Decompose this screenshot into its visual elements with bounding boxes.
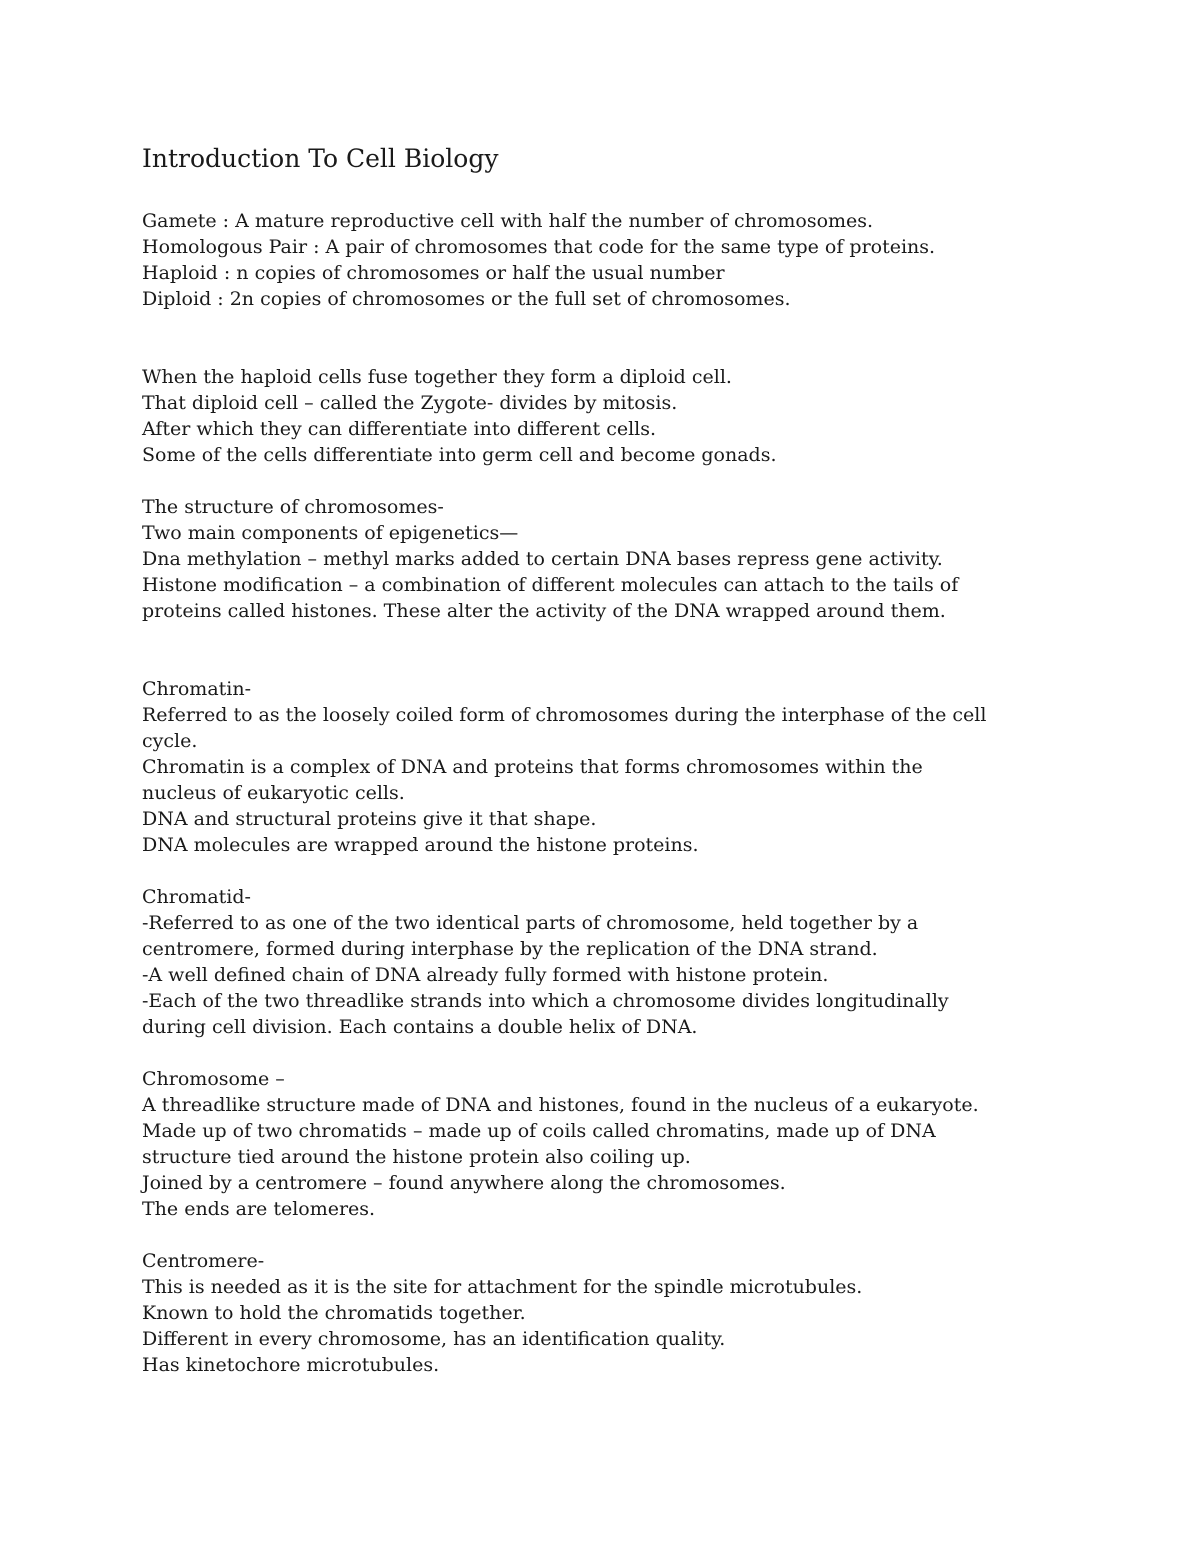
spacer xyxy=(142,624,1102,676)
text-line: Known to hold the chromatids together. xyxy=(142,1302,526,1324)
definitions-section xyxy=(142,208,1102,312)
text-line: Histone modification – a combination of different molecules can attach to the tails of xyxy=(142,574,959,596)
text-line: Referred to as the loosely coiled form of chromosomes during the interphase of the cell xyxy=(142,704,987,726)
text-line: When the haploid cells fuse together they form a diploid cell. xyxy=(142,366,732,388)
text-line: A threadlike structure made of DNA and histones, found in the nucleus of a eukaryote. xyxy=(142,1094,979,1116)
section-heading: The structure of chromosomes- xyxy=(142,496,444,518)
text-line: proteins called histones. These alter the activity of the DNA wrapped around them. xyxy=(142,600,946,622)
text-line: -Referred to as one of the two identical parts of chromosome, held together by a xyxy=(142,912,919,934)
text-line: -A well defined chain of DNA already fully formed with histone protein. xyxy=(142,964,829,986)
text-line: Has kinetochore microtubules. xyxy=(142,1354,440,1376)
text-line: That diploid cell – called the Zygote- divides by mitosis. xyxy=(142,392,678,414)
text-line: DNA and structural proteins give it that shape. xyxy=(142,808,597,830)
chromatin-section xyxy=(142,676,1102,858)
document-body xyxy=(142,143,1102,1378)
text-line: Different in every chromosome, has an identification quality. xyxy=(142,1328,726,1350)
text-line: Chromatin is a complex of DNA and proteins that forms chromosomes within the xyxy=(142,756,923,778)
chromosome-section xyxy=(142,1066,1102,1222)
text-line: -Each of the two threadlike strands into which a chromosome divides longitudinally xyxy=(142,990,949,1012)
text-line: The ends are telomeres. xyxy=(142,1198,376,1220)
definition-haploid: Haploid : n copies of chromosomes or half the usual number xyxy=(142,262,725,284)
text-line: After which they can differentiate into different cells. xyxy=(142,418,657,440)
text-line: DNA molecules are wrapped around the histone proteins. xyxy=(142,834,699,856)
definition-gamete: Gamete : A mature reproductive cell with half the number of chromosomes. xyxy=(142,210,874,232)
section-heading: Chromatid- xyxy=(142,886,251,908)
text-line: nucleus of eukaryotic cells. xyxy=(142,782,405,804)
chromatid-section xyxy=(142,884,1102,1040)
chromosome-structure-section xyxy=(142,494,1102,624)
text-line: Two main components of epigenetics— xyxy=(142,522,519,544)
text-line: Joined by a centromere – found anywhere along the chromosomes. xyxy=(142,1172,786,1194)
centromere-section xyxy=(142,1248,1102,1378)
text-line: centromere, formed during interphase by the replication of the DNA strand. xyxy=(142,938,878,960)
text-line: cycle. xyxy=(142,730,198,752)
section-heading: Centromere- xyxy=(142,1250,265,1272)
spacer xyxy=(142,1222,1102,1248)
text-line: Dna methylation – methyl marks added to certain DNA bases repress gene activity. xyxy=(142,548,943,570)
spacer xyxy=(142,1040,1102,1066)
definition-diploid: Diploid : 2n copies of chromosomes or the full set of chromosomes. xyxy=(142,288,791,310)
text-line: structure tied around the histone protein also coiling up. xyxy=(142,1146,691,1168)
text-line: Some of the cells differentiate into germ cell and become gonads. xyxy=(142,444,777,466)
spacer xyxy=(142,858,1102,884)
spacer xyxy=(142,312,1102,364)
section-heading: Chromatin- xyxy=(142,678,252,700)
haploid-fusion-section xyxy=(142,364,1102,468)
text-line: during cell division. Each contains a double helix of DNA. xyxy=(142,1016,698,1038)
text-line: This is needed as it is the site for attachment for the spindle microtubules. xyxy=(142,1276,863,1298)
text-line: Made up of two chromatids – made up of coils called chromatins, made up of DNA xyxy=(142,1120,936,1142)
section-heading: Chromosome – xyxy=(142,1068,285,1090)
document-title: Introduction To Cell Biology xyxy=(142,144,499,173)
definition-homologous-pair: Homologous Pair : A pair of chromosomes that code for the same type of proteins. xyxy=(142,236,936,258)
spacer xyxy=(142,468,1102,494)
